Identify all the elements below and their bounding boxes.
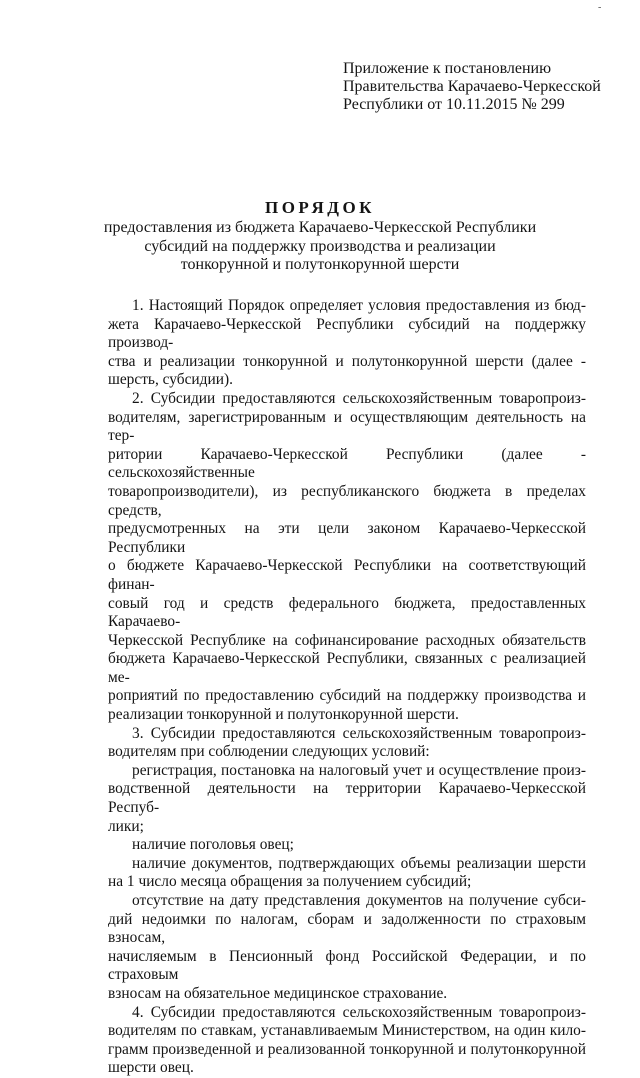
body-line: 1. Настоящий Порядок определяет условия предоставления из бюд-	[132, 297, 586, 314]
document-title: ПОРЯДОК	[264, 198, 375, 217]
appendix-header	[343, 60, 601, 114]
body-line: грамм произведенной и реализованной тонкорунной и полутонкорунной	[108, 1040, 586, 1058]
body-line: о бюджете Карачаево-Черкесской Республики на соответствующий финан-	[108, 557, 586, 593]
body-line: взносам на обязательное медицинское страхование.	[108, 984, 448, 1002]
body-line: 2. Субсидии предоставляются сельскохозяйственным товаропроиз-	[132, 389, 586, 407]
body-line: лики;	[108, 817, 144, 835]
body-line: предусмотренных на эти цели законом Карачаево-Черкесской Республики	[108, 520, 586, 556]
body-line: роприятий по предоставлению субсидий на поддержку производства и	[108, 687, 586, 705]
body-line: 3. Субсидии предоставляются сельскохозяйственным товаропроиз-	[132, 724, 586, 742]
document-subtitle	[40, 219, 600, 275]
body-line: Черкесской Республике на софинансирование расходных обязательств	[108, 631, 586, 649]
body-line: наличие поголовья овец;	[132, 836, 294, 854]
body-line: бюджета Карачаево-Черкесской Республики, связанных с реализацией ме-	[108, 650, 586, 686]
body-line: на 1 число месяца обращения за получением субсидий;	[108, 873, 472, 891]
body-line: реализации тонкорунной и полутонкорунной шерсти.	[108, 706, 459, 724]
header-line: Республики от 10.11.2015 № 299	[343, 96, 565, 113]
document-body	[108, 297, 586, 1078]
body-line: совый год и средств федерального бюджета, предоставленных Карачаево-	[108, 594, 586, 631]
subtitle-line: предоставления из бюджета Карачаево-Черкесской Республики	[103, 219, 537, 236]
body-line: дий недоимки по налогам, сборам и задолженности по страховым взносам,	[108, 910, 586, 947]
body-line: шерсть, субсидии).	[108, 371, 233, 389]
body-line: отсутствие на дату представления документов на получение субси-	[132, 892, 586, 909]
body-line: начисляемым в Пенсионный фонд Российской Федерации, и по страховым	[108, 947, 586, 984]
body-line: водителям по ставкам, устанавливаемым Министерством, на один кило-	[108, 1022, 586, 1040]
body-line: товаропроизводители), из республиканского бюджета в пределах средств,	[108, 482, 586, 519]
body-line: ства и реализации тонкорунной и полутонкорунной шерсти (далее -	[108, 352, 586, 370]
header-line: Правительства Карачаево-Черкесской	[343, 78, 601, 95]
header-line: Приложение к постановлению	[343, 60, 552, 77]
body-line: водственной деятельности на территории Карачаево-Черкесской Респуб-	[108, 780, 586, 817]
body-line: 4. Субсидии предоставляются сельскохозяйственным товаропроиз-	[132, 1003, 586, 1021]
body-line: наличие документов, подтверждающих объемы реализации шерсти	[132, 854, 586, 872]
subtitle-line: субсидий на поддержку производства и реализации	[144, 237, 496, 255]
body-line: шерсти овец.	[108, 1059, 194, 1077]
corner-mark: -	[598, 2, 602, 13]
body-line: жета Карачаево-Черкесской Республики субсидий на поддержку производ-	[108, 315, 586, 352]
body-line: регистрация, постановка на налоговый учет и осуществление произ-	[132, 761, 586, 779]
body-line: водителям при соблюдении следующих условий:	[108, 743, 430, 761]
body-line: водителям, зарегистрированным и осуществляющим деятельность на тер-	[108, 408, 586, 445]
body-line: ритории Карачаево-Черкесской Республики (далее - сельскохозяйственные	[108, 445, 586, 482]
subtitle-line: тонкорунной и полутонкорунной шерсти	[180, 256, 460, 273]
